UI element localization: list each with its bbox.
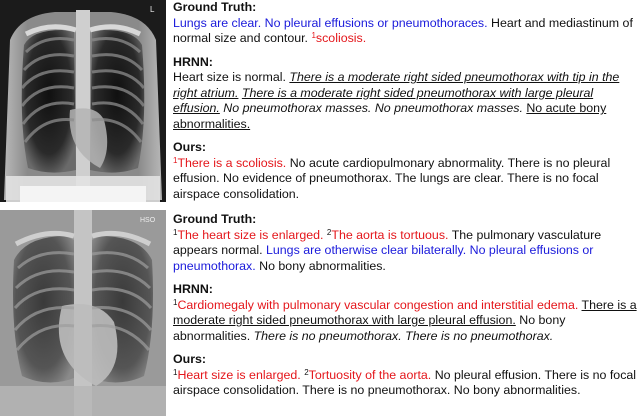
finding-marker: 1	[311, 31, 316, 40]
gt-sentence: scoliosis.	[315, 31, 367, 45]
hrnn-heading: HRNN:	[173, 54, 213, 69]
xray-2-marker: HSO	[140, 217, 156, 224]
hrnn-sentence: Cardiomegaly with pulmonary vascular congestion and interstitial edema.	[177, 297, 579, 312]
ours-sentence: There is a scoliosis.	[177, 155, 287, 170]
hrnn-sentence: Heart size is normal.	[173, 70, 286, 84]
gt-sentence: Lungs are otherwise clear bilaterally.	[266, 243, 467, 257]
xray-1-marker: L	[150, 5, 155, 14]
hrnn-sentence: No bony abnormalities.	[173, 313, 566, 343]
case-1-ours	[173, 140, 638, 202]
xray-2-graphic	[0, 210, 166, 416]
gt-sentence: No pleural effusions or pneumothorax.	[173, 243, 594, 273]
hrnn-sentence: There is no pneumothorax.	[253, 328, 402, 343]
gt-sentence: Heart and mediastinum of normal size and contour.	[173, 15, 633, 45]
case-1-ground-truth	[173, 0, 638, 47]
hrnn-sentence: There is no pneumothorax.	[405, 328, 554, 343]
case-2-reports	[173, 212, 638, 401]
chest-xray-image-2	[0, 210, 166, 416]
finding-marker: 1	[173, 155, 178, 165]
case-2-hrnn	[173, 282, 638, 344]
finding-marker: 2	[304, 367, 309, 377]
hrnn-sentence: There is a moderate right sided pneumothorax with tip in the right atrium.	[173, 70, 620, 100]
ours-heading: Ours:	[173, 140, 207, 154]
hrnn-sentence: No acute bony abnormalities.	[173, 101, 607, 131]
case-2-ground-truth	[173, 212, 638, 274]
finding-marker: 2	[326, 227, 332, 237]
gt-sentence: The pulmonary vasculature appears normal.	[173, 227, 602, 257]
ground-truth-heading: Ground Truth:	[173, 0, 257, 14]
gt-sentence: Lungs are clear.	[173, 15, 262, 30]
gt-sentence: No bony abnormalities.	[259, 258, 386, 273]
gt-sentence: No pleural effusions or pneumothoraces.	[264, 15, 488, 30]
ours-sentence: No pleural effusion. There is no focal airspace consolidation. There is no pneumothorax. No bony abnormalities.	[173, 367, 637, 397]
finding-marker: 1	[173, 367, 178, 377]
hrnn-sentence: No pneumothorax masses.	[223, 101, 372, 115]
case-2-ours	[173, 352, 638, 399]
hrnn-sentence: There is a moderate right sided pneumothorax with large pleural effusion.	[173, 85, 594, 115]
ours-heading: Ours:	[173, 352, 207, 366]
hrnn-sentence: No pneumothorax masses.	[374, 101, 523, 115]
ours-sentence: Heart size is enlarged.	[177, 367, 301, 382]
xray-1-graphic	[0, 0, 166, 202]
finding-marker: 1	[173, 227, 178, 237]
gt-sentence: The heart size is enlarged.	[177, 227, 324, 242]
ground-truth-heading: Ground Truth:	[173, 212, 257, 226]
ours-sentence: No acute cardiopulmonary abnormality. There is no pleural effusion. No evidence of pneumothorax. The lungs are clear. There is no focal airspace consolidation.	[173, 155, 611, 201]
case-1-reports	[173, 0, 638, 204]
case-1-hrnn	[173, 55, 638, 133]
finding-marker: 1	[173, 297, 178, 307]
chest-xray-image-1	[0, 0, 166, 202]
hrnn-heading: HRNN:	[173, 282, 213, 296]
ours-sentence: Tortuosity of the aorta.	[308, 367, 432, 382]
hrnn-sentence: There is a moderate right sided pneumothorax with large pleural effusion.	[173, 297, 637, 327]
gt-sentence: The aorta is tortuous.	[331, 227, 449, 242]
